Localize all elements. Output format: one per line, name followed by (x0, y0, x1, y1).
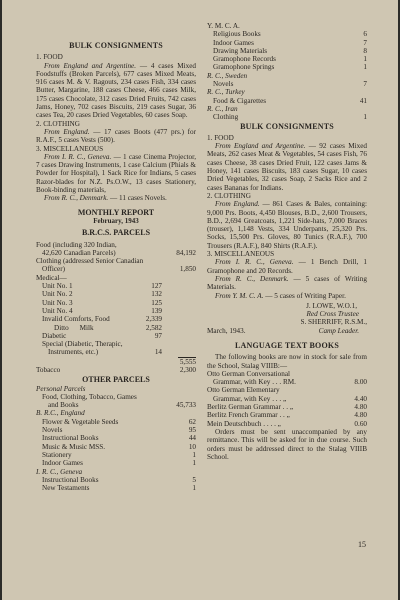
list-item (36, 476, 196, 484)
list-item (207, 97, 367, 105)
right-misc3-paragraph (207, 292, 367, 300)
medical-label: Medical— (36, 273, 67, 282)
right-food-paragraph (207, 142, 367, 192)
clothing-row2-value: 1,850 (179, 265, 196, 274)
unit-label: Unit No. 1 (42, 282, 73, 291)
list-item (207, 80, 367, 88)
irc-geneva-head: I. R. C., Geneva (36, 467, 83, 476)
item-label: Instructional Books (42, 434, 99, 443)
list-item (36, 484, 196, 492)
list-item (207, 113, 367, 121)
lang-book4: Berlitz French Grammar . . „ (207, 411, 290, 420)
item-label: Religious Books (213, 30, 261, 39)
lang-book5-row (207, 420, 367, 428)
left-misc-heading: 3. MISCELLANEOUS (36, 144, 104, 153)
right-misc-heading: 3. MISCELLANEOUS (207, 250, 275, 259)
item-value: 1 (363, 113, 367, 122)
item-value: 62 (188, 417, 196, 426)
item-value: 1 (363, 55, 367, 64)
personal-row (36, 401, 196, 409)
food-row (36, 249, 196, 257)
unit-label: Unit No. 4 (42, 306, 73, 315)
lang-book2-value: 4.40 (354, 394, 367, 403)
other-parcels-title: OTHER PARCELS (82, 375, 150, 385)
right-column (207, 22, 367, 461)
lang-book4-value: 4.80 (354, 411, 367, 420)
invalid-label: Invalid Comforts, Food (42, 315, 110, 324)
rc-iran-head: R. C., Iran (207, 104, 238, 113)
list-item (207, 30, 367, 38)
right-misc2-text: — 5 cases of Writing Materials. (207, 274, 367, 292)
right-misc3-lead: From Y. M. C. A. (215, 291, 264, 300)
list-item (36, 443, 196, 451)
personal-value: 45,733 (176, 401, 196, 410)
ditto-value: 2,582 (145, 323, 162, 332)
item-label: Stationery (42, 450, 72, 459)
document-page (2, 0, 398, 600)
lang-book5-value: 0.60 (354, 419, 367, 428)
signature-role-2: Camp Leader. (318, 326, 359, 335)
right-misc-text: — 1 Bench Drill, 1 Gramophone and 20 Records. (207, 258, 367, 275)
brcs-parcels-title: B.R.C.S. PARCELS (81, 228, 151, 238)
rc-turkey-head: R. C., Turkey (207, 88, 245, 97)
medical-units-list (36, 282, 196, 357)
monthly-report-date: February, 1943 (93, 216, 139, 225)
right-misc-lead: From I. R. C., Geneva. (215, 258, 294, 267)
item-value: 44 (188, 434, 196, 443)
item-value: 41 (359, 96, 367, 105)
lang-book5: Mein Deutschbuch . . . . „ (207, 419, 281, 428)
right-bulk-heading: BULK CONSIGNMENTS (240, 121, 334, 131)
right-food-lead: From England and Argentine. (215, 142, 306, 151)
special2-label: Instruments, etc.) (48, 348, 99, 357)
clothing-row2-label: Officer) (42, 265, 66, 274)
item-value: 1 (192, 450, 196, 459)
tobacco-label: Tobacco (36, 365, 61, 374)
list-item (36, 434, 196, 442)
item-value: 5 (192, 475, 196, 484)
tobacco-row (36, 366, 196, 374)
left-food-text: — 4 cases Mixed Foodstuffs (Broken Parcels), 677 cases Mixed Meats, 916 cases M. & V. Ragouts, 234 cases Fish, 334 cases Butter, Margarine, 188 cases Cheese, 466 cases Milk, 175 cases Chocolate, 312 cases Dried Fruits, 742 cases Jams, Honey, 702 cases Biscuits, 219 cases Sugar, 36 cases Tea, 20 cases Dried Vegetables, 60 cases Soap. (36, 61, 196, 120)
list-item (36, 290, 162, 298)
monthly-report-title: MONTHLY REPORT (77, 207, 155, 217)
language-intro: The following books are now in stock for sale from the School, Stalag VIIIB:— (207, 353, 367, 370)
signature-name-1: J. LOWE, W.O.1, (306, 301, 357, 310)
signature-date: March, 1943. (207, 326, 246, 335)
subtotal-row (36, 358, 196, 366)
invalid-row (36, 315, 162, 323)
ymca-head: Y. M. C. A. (207, 22, 240, 30)
item-label: Music & Music MSS. (42, 442, 106, 451)
right-food-text: — 92 cases Mixed Meats, 262 cases Meat & Vegetables, 54 cases Fish, 76 cases Cheese, 38 cases Dried Fruit, 122 cases Jams & Honey, 141 cases Biscuits, 183 cases Sugar, 10 cases Dried Vegetables, 32 cases Soap, 2 Sacks Rice and 2 cases Bananas for Indians. (207, 142, 367, 192)
diabetic-label: Diabetic (42, 331, 67, 340)
left-misc2-lead: From R. C., Denmark. (44, 194, 109, 203)
clothing-row (36, 265, 196, 273)
item-label: Novels (213, 80, 234, 89)
right-misc-paragraph (207, 258, 367, 275)
left-bulk-heading: BULK CONSIGNMENTS (69, 41, 163, 50)
food-row-label: Food (including 320 Indian, (36, 240, 117, 249)
ditto-label: Ditto (54, 323, 69, 332)
lang-book1: Otto German Conversational (207, 369, 291, 378)
left-food-lead: From England and Argentine. (44, 61, 137, 70)
right-misc3-text: — 5 cases of Writing Paper. (263, 291, 346, 300)
item-label: Flower & Vegetable Seeds (42, 417, 119, 426)
right-clothing-text: — 861 Cases & Bales, containing: 9,000 Prs. Boots, 4,450 Blouses, B.D., 2,600 Trousers, B.D., 2,694 Greatcoats, 1,221 Side-hats, 7,000 Braces (trouser), 1,148 Vests, 334 Underpants, 25,320 Prs. Socks, 15,500 Prs. Gloves, 80 Tunics (R.A.F.), 700 Trousers (R.A.F.), 840 Shirts (R.A.F.). (207, 200, 368, 250)
brc-england-head: B. R.C., England (36, 409, 85, 418)
signature-role-1: Red Cross Trustee (306, 310, 359, 319)
diabetic-row (36, 332, 162, 340)
unit-value: 132 (151, 290, 162, 299)
item-value: 1 (192, 484, 196, 493)
item-value: 1 (363, 63, 367, 72)
left-misc2-text: — 11 cases Novels. (108, 194, 167, 203)
right-food-heading: 1. FOOD (207, 133, 234, 142)
unit-value: 139 (151, 306, 162, 315)
ditto-row (36, 324, 162, 332)
personal-parcels-head: Personal Parcels (36, 384, 86, 393)
item-label: Drawing Materials (213, 46, 268, 55)
clothing-row-label: Clothing (addressed Senior Canadian (36, 257, 144, 266)
lang-book1-row (207, 378, 367, 386)
item-value: 8 (363, 46, 367, 55)
right-misc2-paragraph (207, 275, 367, 292)
list-item (207, 39, 367, 47)
unit-label: Unit No. 2 (42, 290, 73, 299)
language-books-title: LANGUAGE TEXT BOOKS (235, 340, 339, 350)
item-label: New Testaments (42, 484, 90, 493)
item-label: Clothing (213, 113, 239, 122)
right-misc2-lead: From R. C., Denmark. (215, 274, 289, 283)
item-label: Indoor Games (42, 459, 83, 468)
item-value: 7 (363, 80, 367, 89)
item-label: Gramophone Springs (213, 63, 275, 72)
list-item (36, 307, 162, 315)
lang-book2b: Grammar, with Key . . . „ (213, 394, 287, 403)
unit-value: 125 (151, 298, 162, 307)
left-misc-text: — 1 case Cinema Projector, 7 cases Drawing Instruments, 1 case Calcium (Phials & Powder for Hospital), 1 Sack Rice for Indians, 5 cases Razor-blades for N.Z. Ps.O.W., 13 cases Stationery, Book-binding materials, (36, 152, 197, 195)
personal-line1: Food, Clothing, Tobacco, Games (42, 392, 137, 401)
food-row2-value: 84,192 (176, 248, 196, 257)
unit-value: 127 (151, 282, 162, 291)
lang-book2: Otto German Elementary (207, 386, 280, 395)
list-item (207, 47, 367, 55)
lang-book1b: Grammar, with Key . . . RM. (213, 378, 296, 387)
special-row (36, 348, 162, 356)
signature-name-2: S. SHERRIFF, R.S.M., (300, 318, 367, 327)
tobacco-value: 2,300 (179, 365, 196, 374)
left-food-heading: 1. FOOD (36, 53, 63, 62)
food-row2-label: 42,620 Canadian Parcels) (42, 248, 116, 257)
item-value: 7 (363, 38, 367, 47)
item-label: Gramophone Records (213, 55, 276, 64)
item-value: 1 (192, 459, 196, 468)
item-value: 10 (188, 442, 196, 451)
left-misc-lead: From I. R. C., Geneva. (44, 152, 112, 161)
lang-book3: Berlitz German Grammar . . „ (207, 403, 294, 412)
list-item (36, 459, 196, 467)
left-column (36, 40, 196, 492)
item-label: Novels (42, 426, 63, 435)
item-label: Instructional Books (42, 475, 99, 484)
diabetic-value: 97 (154, 331, 162, 340)
list-item (36, 282, 162, 290)
item-value: 6 (363, 30, 367, 39)
left-food-paragraph (36, 62, 196, 120)
invalid-value: 2,339 (145, 315, 162, 324)
rc-sweden-head: R. C., Sweden (207, 71, 248, 80)
signature-row (207, 327, 367, 335)
list-item (36, 426, 196, 434)
left-misc-paragraph (36, 153, 196, 194)
left-misc2-paragraph (36, 194, 196, 202)
lang-book3-row (207, 403, 367, 411)
list-item (36, 299, 162, 307)
ditto-label-group (42, 324, 94, 332)
ditto-sub: Milk (79, 323, 94, 332)
right-clothing-paragraph (207, 200, 367, 250)
personal-line2: and Books (48, 401, 79, 410)
list-item (207, 63, 367, 71)
item-label: Indoor Games (213, 38, 254, 47)
special2-value: 14 (154, 348, 162, 357)
special-label: Special (Diabetic, Therapic, (42, 340, 123, 349)
language-note: Orders must be sent unaccompanied by any remittance. This will be asked for in due course. Such orders must be addressed direct to the Stalag VIIIB School. (207, 427, 367, 461)
lang-book2-row (207, 395, 367, 403)
list-item (207, 55, 367, 63)
lang-book4-row (207, 411, 367, 419)
left-clothing-paragraph (36, 128, 196, 145)
left-clothing-text: — 17 cases Boots (477 prs.) for R.A.F., 5 cases Vests (500). (36, 127, 196, 145)
right-clothing-lead: From England. (215, 200, 260, 209)
list-item (36, 451, 196, 459)
left-clothing-heading: 2. CLOTHING (36, 119, 80, 128)
subtotal-value: 5,555 (179, 357, 196, 366)
lang-book1-value: 8.00 (354, 378, 367, 387)
left-clothing-lead: From England. (44, 127, 90, 136)
item-value: 95 (188, 426, 196, 435)
lang-book3-value: 4.80 (354, 403, 367, 412)
unit-label: Unit No. 3 (42, 298, 73, 307)
list-item (36, 418, 196, 426)
right-clothing-heading: 2. CLOTHING (207, 191, 251, 200)
page-number: 15 (358, 540, 366, 549)
item-label: Food & Cigarettes (213, 96, 267, 105)
